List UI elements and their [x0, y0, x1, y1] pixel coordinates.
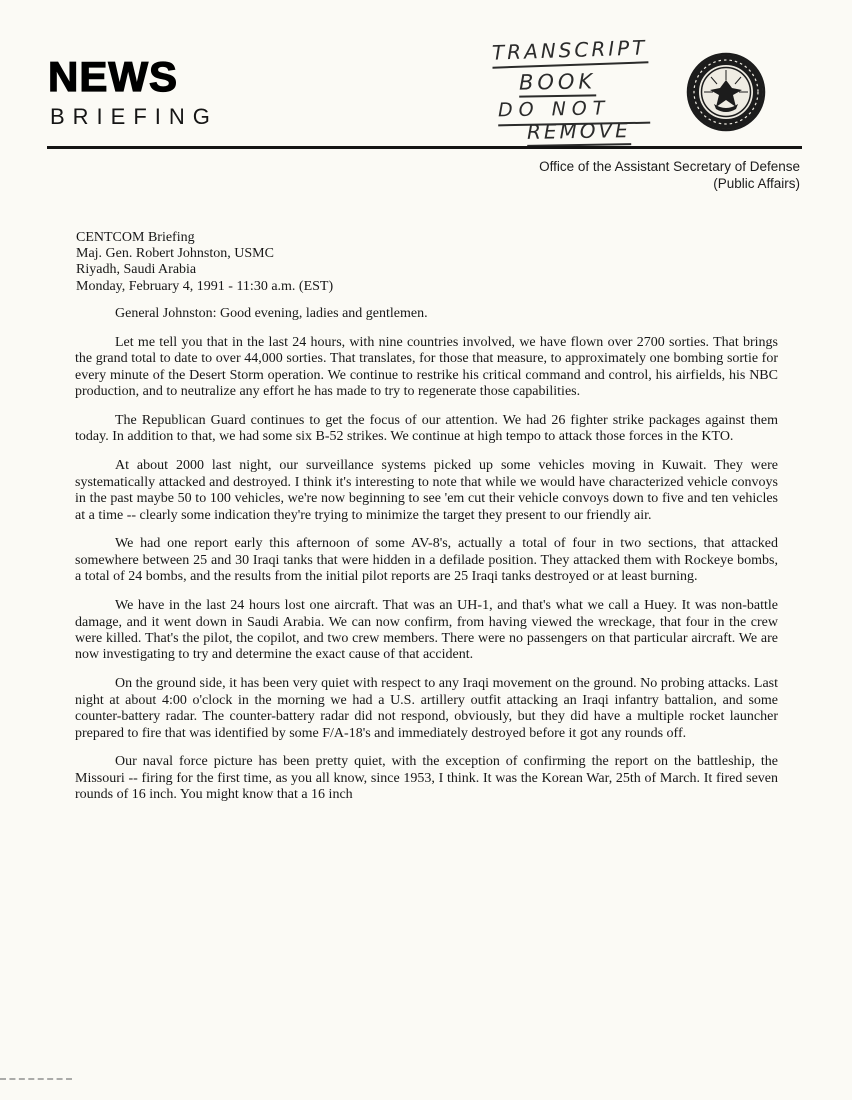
handwritten-transcript: TRANSCRIPT — [492, 35, 648, 68]
briefing-transcript — [75, 306, 778, 816]
transcript-paragraph: General Johnston: Good evening, ladies and gentlemen. — [115, 306, 428, 321]
transcript-paragraph: We had one report early this afternoon of some AV-8's, actually a total of four in two sections, that attacked somewhere between 25 and 30 Iraqi tanks that were hidden in a defilade position. They attacked them with Rockeye bombs, a total of 24 bombs, and the results from the initial pilot reports are 25 Iraqi tanks destroyed or at least burning. — [75, 536, 778, 585]
transcript-paragraph: Our naval force picture has been pretty quiet, with the exception of confirming the report on the battleship, the Missouri -- firing for the first time, as you all know, since 1953, I think. It was the Korean War, 25th of March. It fired seven rounds of 16 inch. You might know that a 16 inch — [75, 754, 778, 803]
handwritten-do-not: DO NOT — [498, 97, 651, 127]
masthead-briefing-title: BRIEFING — [50, 104, 218, 129]
briefing-header — [76, 230, 333, 295]
masthead-news-title: NEWS — [48, 53, 178, 100]
handwritten-remove: REMOVE — [527, 118, 631, 147]
masthead-divider — [47, 146, 802, 149]
transcript-paragraph: The Republican Guard continues to get the focus of our attention. We had 26 fighter strike packages against them today. In addition to that, we had some six B-52 strikes. We continue at high tempo to attack those forces in the KTO. — [75, 413, 778, 445]
office-attribution — [539, 158, 800, 192]
handwritten-book: BOOK — [519, 69, 597, 97]
transcript-paragraph: At about 2000 last night, our surveillance systems picked up some vehicles moving in Kuwait. They were systematically attacked and destroyed. I think it's interesting to note that while we would have characterized vehicle convoys in the past maybe 50 to 100 vehicles, we're now beginning to see 'em cut their vehicle convoys down to five and ten vehicles at a time -- clearly some indication they're trying to minimize the target they present to our friendly air. — [75, 458, 778, 523]
dod-seal-icon — [686, 52, 766, 132]
briefing-speaker: Maj. Gen. Robert Johnston, USMC — [76, 246, 274, 262]
briefing-datetime: Monday, February 4, 1991 - 11:30 a.m. (EST) — [76, 278, 334, 294]
office-line-2: (Public Affairs) — [713, 176, 800, 191]
transcript-paragraph: Let me tell you that in the last 24 hours, with nine countries involved, we have flown over 2700 sorties. That brings the grand total to date to over 44,000 sorties. That translates, for those that measure, to approximately one bombing sortie for every minute of the Desert Storm operation. We continue to restrike his critical command and control, his airfields, his NBC production, and to neutralize any effort he has made to try to regenerate those capabilities. — [75, 334, 778, 400]
scan-artifact-dashes — [0, 1078, 72, 1080]
office-line-1: Office of the Assistant Secretary of Defense — [539, 159, 800, 174]
transcript-paragraph: We have in the last 24 hours lost one aircraft. That was an UH-1, and that's what we call a Huey. It was non-battle damage, and it went down in Saudi Arabia. We can now confirm, from having viewed the wreckage, that four in the crew were killed. That's the pilot, the copilot, and two crew members. There were no passengers on that particular aircraft. We are now investigating to try and determine the exact cause of that accident. — [75, 598, 778, 663]
briefing-location: Riyadh, Saudi Arabia — [76, 262, 197, 278]
briefing-title: CENTCOM Briefing — [76, 230, 195, 245]
transcript-paragraph: On the ground side, it has been very quiet with respect to any Iraqi movement on the ground. No probing attacks. Last night at about 4:00 o'clock in the morning we had a U.S. artillery outfit attacking an Iraqi infantry battalion, and some counter-battery radar. The counter-battery radar did not respond, obviously, but they did have a multiple rocket launcher prepared to fire that was identified by some F/A-18's and immediately destroyed before it got any rounds off. — [75, 676, 778, 741]
